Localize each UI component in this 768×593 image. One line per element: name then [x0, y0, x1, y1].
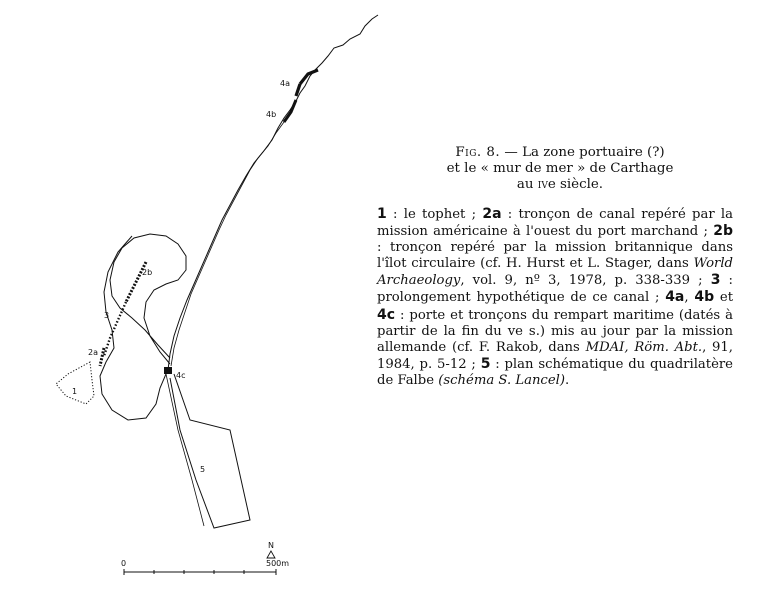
legend-key-4b: 4b: [694, 289, 715, 306]
legend-text-5: : plan schématique du quadrilatère de Falbe: [377, 356, 733, 388]
legend-key-5: 5: [480, 355, 491, 372]
gate-4c: [164, 367, 172, 374]
north-label: N: [268, 541, 274, 550]
caption-line-3: [388, 177, 732, 193]
legend-key-2a: 2a: [482, 206, 502, 222]
sea-wall-inner: [171, 100, 296, 366]
label-2a: 2a: [88, 348, 98, 357]
figure-legend: [377, 206, 733, 389]
figure-number: Fig. 8.: [455, 145, 501, 160]
caption-line-1: [388, 145, 732, 161]
legend-credit: (schéma S. Lancel): [438, 372, 565, 388]
legend-key-2b: 2b: [713, 223, 733, 240]
scale-bar: [124, 569, 276, 575]
label-1: 1: [72, 387, 78, 396]
harbour-map: [0, 0, 380, 593]
legend-text-2b: : tronçon repéré par la mission britannique dans l'îlot circulaire (cf. H. Hurst et L. Stager, dans: [377, 240, 733, 272]
tophet-outline: [56, 362, 94, 404]
caption-line-2: et le « mur de mer » de Carthage: [446, 161, 674, 176]
legend-text-3: : prolongement hypothétique de ce canal ;: [377, 273, 733, 306]
label-5: 5: [200, 465, 206, 474]
caption-title: — La zone portuaire (?): [500, 145, 665, 160]
legend-key-4c: 4c: [377, 306, 396, 323]
scale-start-label: 0: [121, 559, 127, 568]
legend-text-4-end: , 91, 1984, p. 5-12 ;: [377, 339, 734, 372]
legend-text-4: : porte et tronçons du rempart maritime (datés à partir de la fin du ve s.) mis au jour par la mission allemande (cf. F. Rakob, dans: [377, 307, 733, 355]
legend-text-end: .: [565, 372, 570, 388]
legend-key-3: 3: [710, 272, 721, 289]
coastline-north: [168, 15, 378, 370]
canal-2a: [100, 348, 104, 366]
label-2b: 2b: [142, 268, 153, 277]
wall-segment-4b: [284, 100, 296, 122]
legend-sep-2: et: [714, 290, 733, 306]
caption-line-3-prefix: au: [516, 177, 538, 192]
label-4b: 4b: [266, 110, 277, 119]
scale-end-label: 500m: [266, 559, 290, 568]
legend-ref-2: MDAI, Röm. Abt.: [585, 339, 703, 355]
caption-century: iv: [537, 177, 548, 192]
legend-text-1: : le tophet ;: [386, 207, 483, 222]
legend-ref-1: World Archaeology: [377, 256, 733, 289]
falbe-quadrilateral: [170, 374, 250, 528]
figure-caption: [388, 145, 732, 193]
label-4c: 4c: [176, 371, 186, 380]
legend-key-4a: 4a: [665, 289, 685, 306]
north-arrow-icon: [267, 551, 275, 558]
coastline-south: [166, 374, 204, 526]
merchant-port-outline: [100, 236, 166, 420]
legend-sep-1: ,: [684, 290, 695, 306]
legend-text-2b-end: , vol. 9, nº 3, 1978, p. 338-339 ;: [460, 273, 711, 289]
legend-text-2a: : tronçon de canal repéré par la mission américaine à l'ouest du port marchand ;: [377, 207, 733, 240]
legend-key-1: 1: [377, 206, 387, 222]
label-3: 3: [104, 311, 110, 320]
label-4a: 4a: [280, 79, 290, 88]
caption-line-3-suffix: e siècle.: [547, 177, 604, 192]
